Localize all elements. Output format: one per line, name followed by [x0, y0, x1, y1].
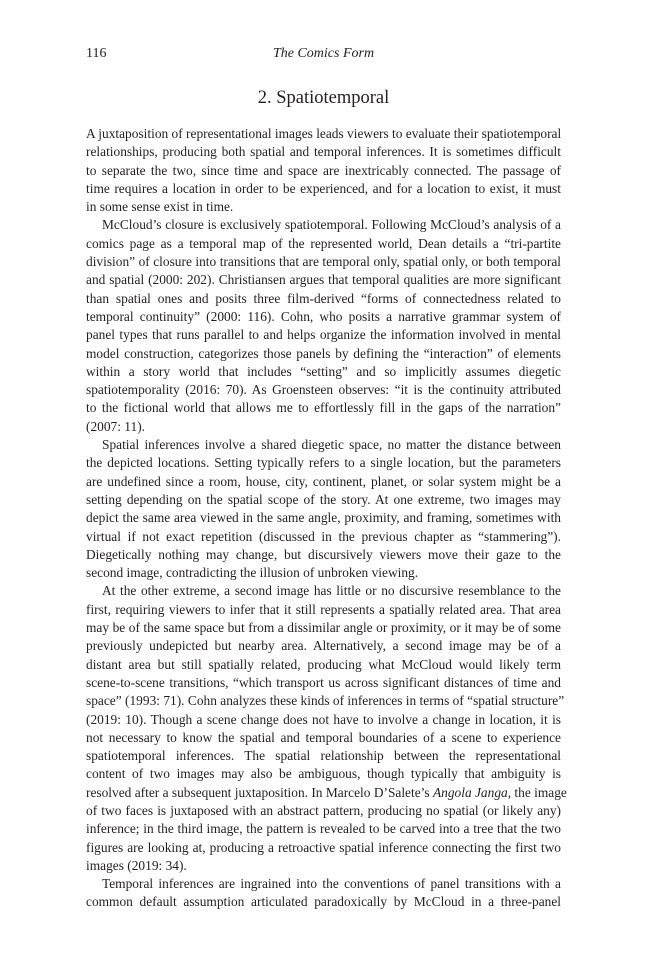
- text-line: common default assumption articulated paradoxically by McCloud in a three-panel: [86, 894, 561, 910]
- text-line: previously undepicted but nearby area. Alternatively, a second image may be of a: [86, 638, 561, 654]
- text-line: comics page as a temporal map of the represented world, Dean details a “tri-partite: [86, 235, 561, 251]
- text-line: model construction, categorizes those panels by defining the “interaction” of elements: [86, 345, 561, 361]
- italic-book-title: Angola Janga: [432, 784, 508, 800]
- text-line: relationships, producing both spatial and temporal inferences. It is sometimes difficult: [86, 144, 561, 160]
- text-line: depict the same area viewed in the same angle, proximity, and framing, sometimes with: [86, 510, 561, 526]
- text-line: Temporal inferences are ingrained into the conventions of panel transitions with a: [102, 876, 561, 892]
- running-header: [86, 44, 561, 64]
- text-line: the depicted locations. Setting typically refers to a single location, but the parameters: [86, 455, 561, 471]
- text-line-with-italic-title: [86, 784, 567, 802]
- text-line: time requires a location in order to be experienced, and for a location to exist, it must: [86, 180, 561, 196]
- text-line: than spatial ones and posits three film-derived “forms of connectedness related to: [86, 290, 561, 306]
- body-text: [86, 125, 567, 912]
- section-heading: 2. Spatiotemporal: [257, 88, 390, 108]
- text-line: (2019: 10). Though a scene change does not have to involve a change in location, it is: [86, 711, 561, 727]
- page-number: 116: [86, 46, 107, 61]
- text-line: virtual if not exact repetition (discussed in the previous chapter as “stammering”).: [86, 528, 561, 544]
- text-segment: resolved after a subsequent juxtaposition. In Marcelo D’Salete’s: [86, 784, 433, 800]
- text-line: content of two images may also be ambiguous, though typically that ambiguity is: [86, 766, 561, 782]
- text-line: may be of the same space but from a dissimilar angle or proximity, or it may be of some: [86, 620, 561, 636]
- text-line: spatiotemporal inferences. The spatial relationship between the representational: [86, 748, 561, 764]
- text-line: first, requiring viewers to infer that it still represents a spatially related area. That area: [86, 601, 561, 617]
- text-line: in some sense exist in time.: [86, 199, 234, 215]
- text-line: setting depending on the spatial scope of the story. At one extreme, two images may: [86, 491, 561, 507]
- text-line: second image, contradicting the illusion of unbroken viewing.: [86, 565, 419, 581]
- running-title: The Comics Form: [272, 46, 375, 61]
- text-line: distant area but still spatially related, producing what McCloud would likely term: [86, 656, 561, 672]
- text-line: McCloud’s closure is exclusively spatiotemporal. Following McCloud’s analysis of a: [102, 217, 561, 233]
- text-line: Spatial inferences involve a shared diegetic space, no matter the distance between: [102, 437, 561, 453]
- text-line: images (2019: 34).: [86, 857, 187, 873]
- text-line: spatiotemporality (2016: 70). As Groensteen observes: “it is the continuity attributed: [86, 382, 561, 398]
- text-line: panel types that runs parallel to and helps organize the information involved in mental: [86, 327, 561, 343]
- text-line: inference; in the third image, the pattern is revealed to be carved into a tree that the two: [86, 821, 561, 837]
- text-segment: , the image: [507, 784, 567, 800]
- text-line: to the fictional world that allows me to effortlessly fill in the gaps of the narration”: [86, 400, 561, 416]
- text-line: not necessary to know the spatial and temporal boundaries of a scene to experience: [86, 729, 561, 745]
- text-line: space” (1993: 71). Cohn analyzes these kinds of inferences in terms of “spatial structure”: [86, 693, 565, 709]
- text-line: division” of closure into transitions that are temporal only, spatial only, or both temporal: [86, 254, 561, 270]
- text-line: within a story world that includes “setting” and so implicitly assumes diegetic: [86, 363, 561, 379]
- text-line: scene-to-scene transitions, “which transport us across significant distances of time and: [86, 674, 561, 690]
- text-line: (2007: 11).: [86, 418, 146, 434]
- text-line: and spatial (2000: 202). Christiansen argues that temporal qualities are more significant: [86, 272, 561, 288]
- text-line: A juxtaposition of representational images leads viewers to evaluate their spatiotemporal: [86, 126, 562, 141]
- text-line: are undefined since a room, house, city, continent, planet, or solar system might be a: [86, 473, 561, 489]
- text-line: Diegetically nothing may change, but discursively viewers move their gaze to the: [86, 546, 561, 562]
- text-line: At the other extreme, a second image has little or no discursive resemblance to the: [102, 583, 561, 599]
- text-line: to separate the two, since time and space are inextricably connected. The passage of: [86, 162, 561, 178]
- text-line: figures are looking at, producing a retroactive spatial inference connecting the first two: [86, 839, 561, 855]
- text-line: temporal continuity” (2000: 116). Cohn, who posits a narrative grammar system of: [86, 308, 561, 324]
- text-line: of two faces is juxtaposed with an abstract pattern, producing no spatial (or likely any): [86, 802, 561, 818]
